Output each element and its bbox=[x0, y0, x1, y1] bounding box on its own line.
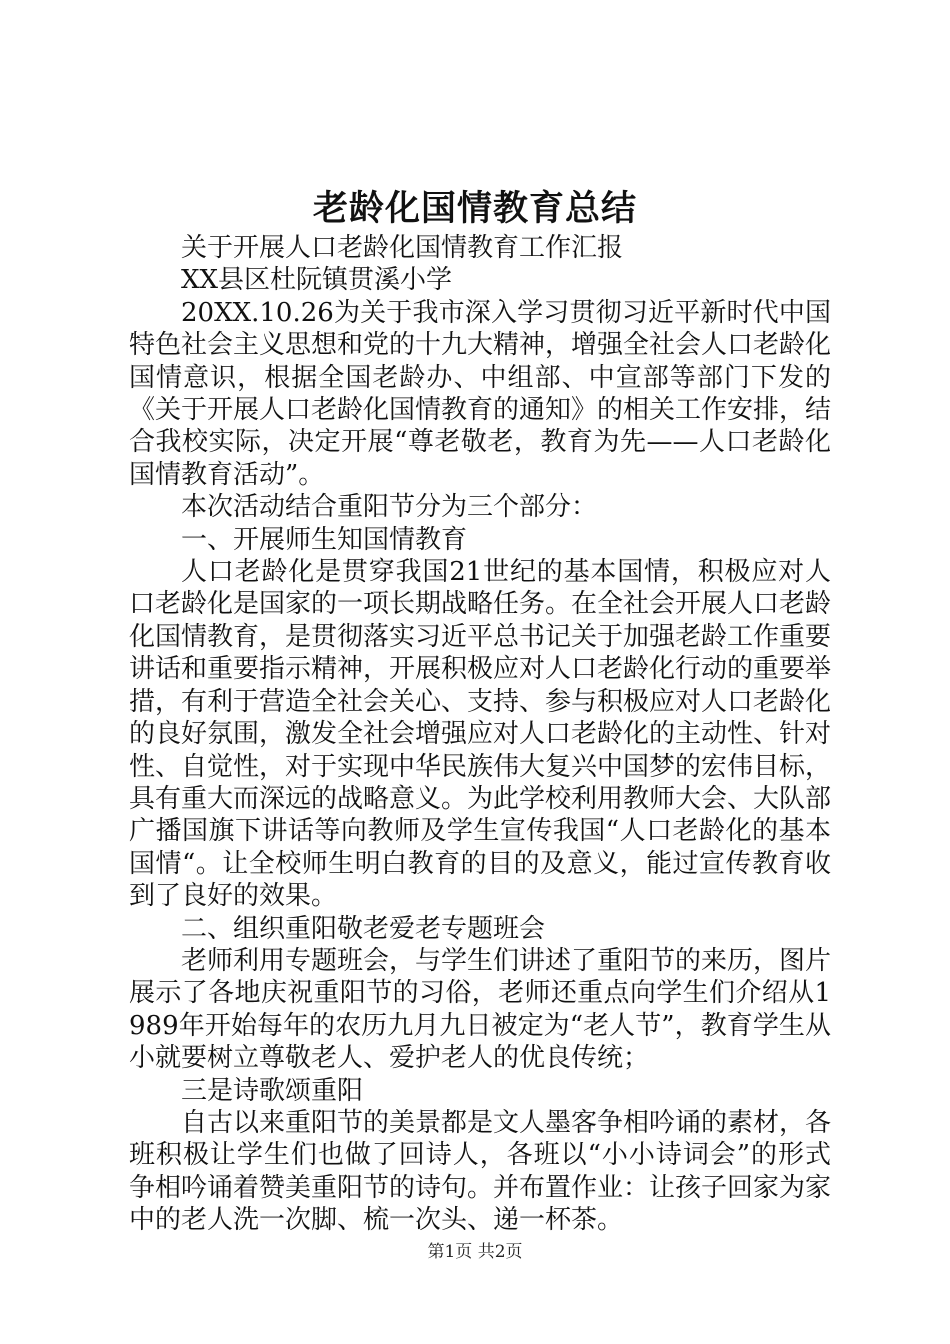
section-heading-2: 二、组织重阳敬老爱老专题班会 bbox=[181, 913, 546, 944]
section-heading-1: 一、开展师生知国情教育 bbox=[181, 524, 468, 555]
section-paragraph-3: 自古以来重阳节的美景都是文人墨客争相吟诵的素材，各班积极让学生们也做了回诗人，各班以“小小诗词会”的形式争相吟诵着赞美重阳节的诗句。并布置作业：让孩子回家为家中的老人洗一次脚、梳一次头、递一杯茶。 bbox=[129, 1107, 832, 1236]
section-heading-3: 三是诗歌颂重阳 bbox=[181, 1075, 364, 1106]
report-heading: 关于开展人口老龄化国情教育工作汇报 bbox=[181, 233, 624, 263]
section-paragraph-2: 老师利用专题班会，与学生们讲述了重阳节的来历，图片展示了各地庆祝重阳节的习俗，老师还重点向学生们介绍从1989年开始每年的农历九月九日被定为“老人节”，教育学生从小就要树立尊敬老人、爱护老人的优良传统； bbox=[129, 945, 832, 1074]
document-body bbox=[129, 232, 831, 1237]
document-title: 老龄化国情教育总结 bbox=[312, 188, 637, 229]
parts-intro: 本次活动结合重阳节分为三个部分： bbox=[181, 492, 598, 523]
school-name: XX县区杜阮镇贯溪小学 bbox=[181, 265, 453, 296]
section-paragraph-1: 人口老龄化是贯穿我国21世纪的基本国情，积极应对人口老龄化是国家的一项长期战略任务。在全社会开展人口老龄化国情教育，是贯彻落实习近平总书记关于加强老龄工作重要讲话和重要指示精神，开展积极应对人口老龄化行动的重要举措，有利于营造全社会关心、支持、参与积极应对人口老龄化的良好氛围，激发全社会增强应对人口老龄化的主动性、针对性、自觉性，对于实现中华民族伟大复兴中国梦的宏伟目标，具有重大而深远的战略意义。为此学校利用教师大会、大队部广播国旗下讲话等向教师及学生宣传我国“人口老龄化的基本国情“。让全校师生明白教育的目的及意义，能过宣传教育收到了良好的效果。 bbox=[129, 557, 832, 912]
intro-paragraph: 20XX.10.26为关于我市深入学习贯彻习近平新时代中国特色社会主义思想和党的十九大精神，增强全社会人口老龄化国情意识，根据全国老龄办、中组部、中宣部等部门下发的《关于开展人口老龄化国情教育的通知》的相关工作安排，结合我校实际，决定开展“尊老敬老，教育为先——人口老龄化国情教育活动”。 bbox=[129, 297, 832, 490]
page-footer: 第1页 共2页 bbox=[427, 1242, 523, 1262]
